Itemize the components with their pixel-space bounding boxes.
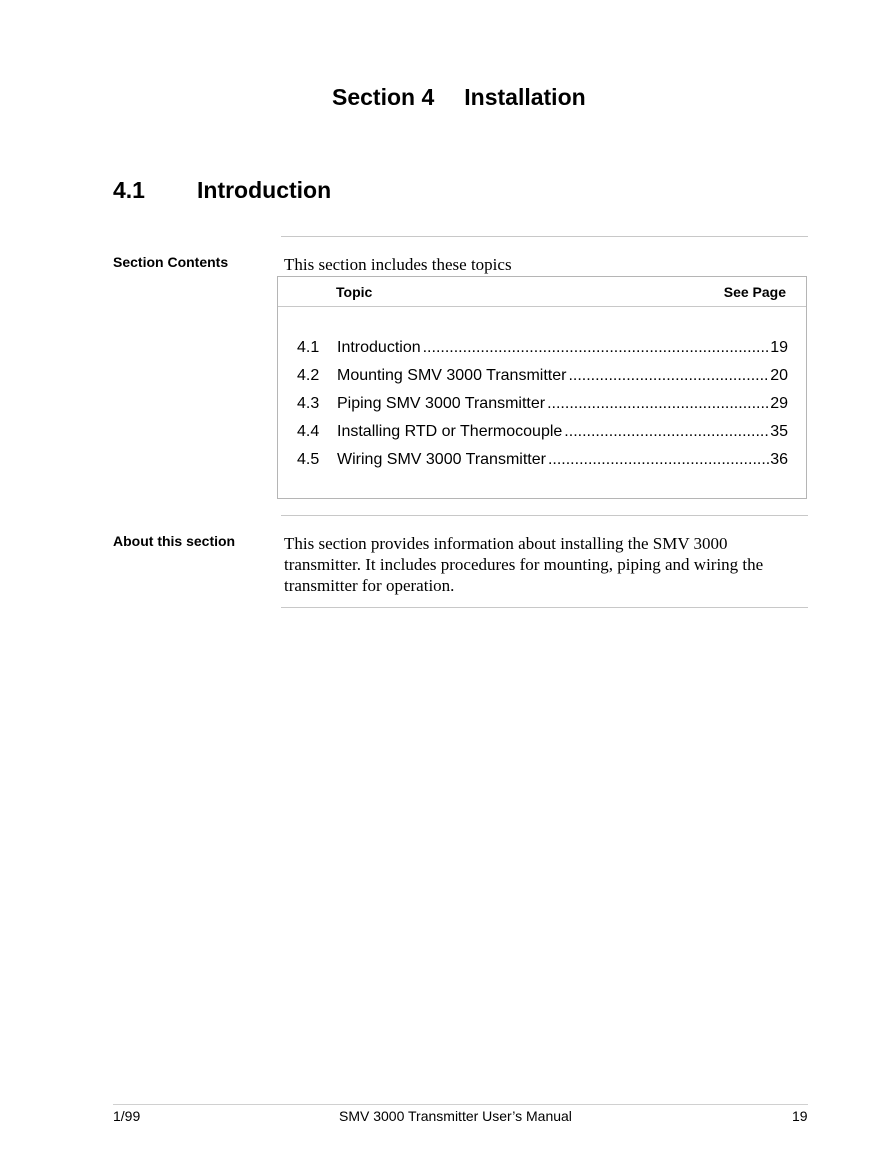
- about-section-label: About this section: [113, 533, 236, 549]
- toc-row[interactable]: [278, 339, 806, 361]
- section-contents-intro: This section includes these topics: [284, 255, 512, 274]
- section-number: Section 4: [332, 84, 435, 110]
- toc-row-page: 36: [770, 451, 788, 468]
- toc-row-page: 29: [770, 395, 788, 412]
- toc-row-number: 4.2: [297, 367, 320, 384]
- toc-leader-dots: [547, 395, 769, 413]
- toc-header-topic: Topic: [336, 284, 373, 300]
- toc-row-title: Piping SMV 3000 Transmitter: [337, 395, 546, 412]
- toc-row-number: 4.5: [297, 451, 320, 468]
- divider: [281, 236, 808, 237]
- subsection-number: 4.1: [113, 177, 145, 203]
- about-section-text: This section provides information about installing the SMV 3000 transmitter. It includes procedures for mounting, piping and wiring the transmitter for operation.: [284, 534, 764, 595]
- toc-leader-dots: [423, 339, 770, 357]
- toc-row-title: Wiring SMV 3000 Transmitter: [337, 451, 546, 468]
- toc-row-page: 35: [770, 423, 788, 440]
- footer-date: 1/99: [113, 1108, 141, 1124]
- toc-row-number: 4.1: [297, 339, 320, 356]
- toc-row-title: Introduction: [337, 339, 421, 356]
- toc-row-title: Installing RTD or Thermocouple: [337, 423, 563, 440]
- toc-row-page: 19: [770, 339, 788, 356]
- divider: [281, 607, 808, 608]
- subsection-title: Introduction: [197, 177, 332, 203]
- toc-row-number: 4.4: [297, 423, 320, 440]
- toc-leader-dots: [568, 367, 769, 385]
- toc-row[interactable]: [278, 395, 806, 417]
- toc-leader-dots: [548, 451, 769, 469]
- section-name: Installation: [464, 84, 586, 110]
- toc-header: [278, 277, 806, 307]
- section-contents-label: Section Contents: [113, 254, 229, 270]
- toc-row[interactable]: [278, 451, 806, 473]
- footer-rule: [113, 1104, 808, 1105]
- section-title: [332, 84, 586, 111]
- toc-leader-dots: [564, 423, 769, 441]
- toc-row[interactable]: [278, 367, 806, 389]
- toc-row-number: 4.3: [297, 395, 320, 412]
- toc-row-page: 20: [770, 367, 788, 384]
- divider: [281, 515, 808, 516]
- toc-row[interactable]: [278, 423, 806, 445]
- footer-manual-title: SMV 3000 Transmitter User’s Manual: [339, 1108, 572, 1124]
- toc-header-page: See Page: [723, 284, 786, 300]
- toc-table: [277, 276, 807, 499]
- footer-page-number: 19: [792, 1108, 808, 1124]
- subsection-heading: [113, 177, 331, 204]
- toc-row-title: Mounting SMV 3000 Transmitter: [337, 367, 567, 384]
